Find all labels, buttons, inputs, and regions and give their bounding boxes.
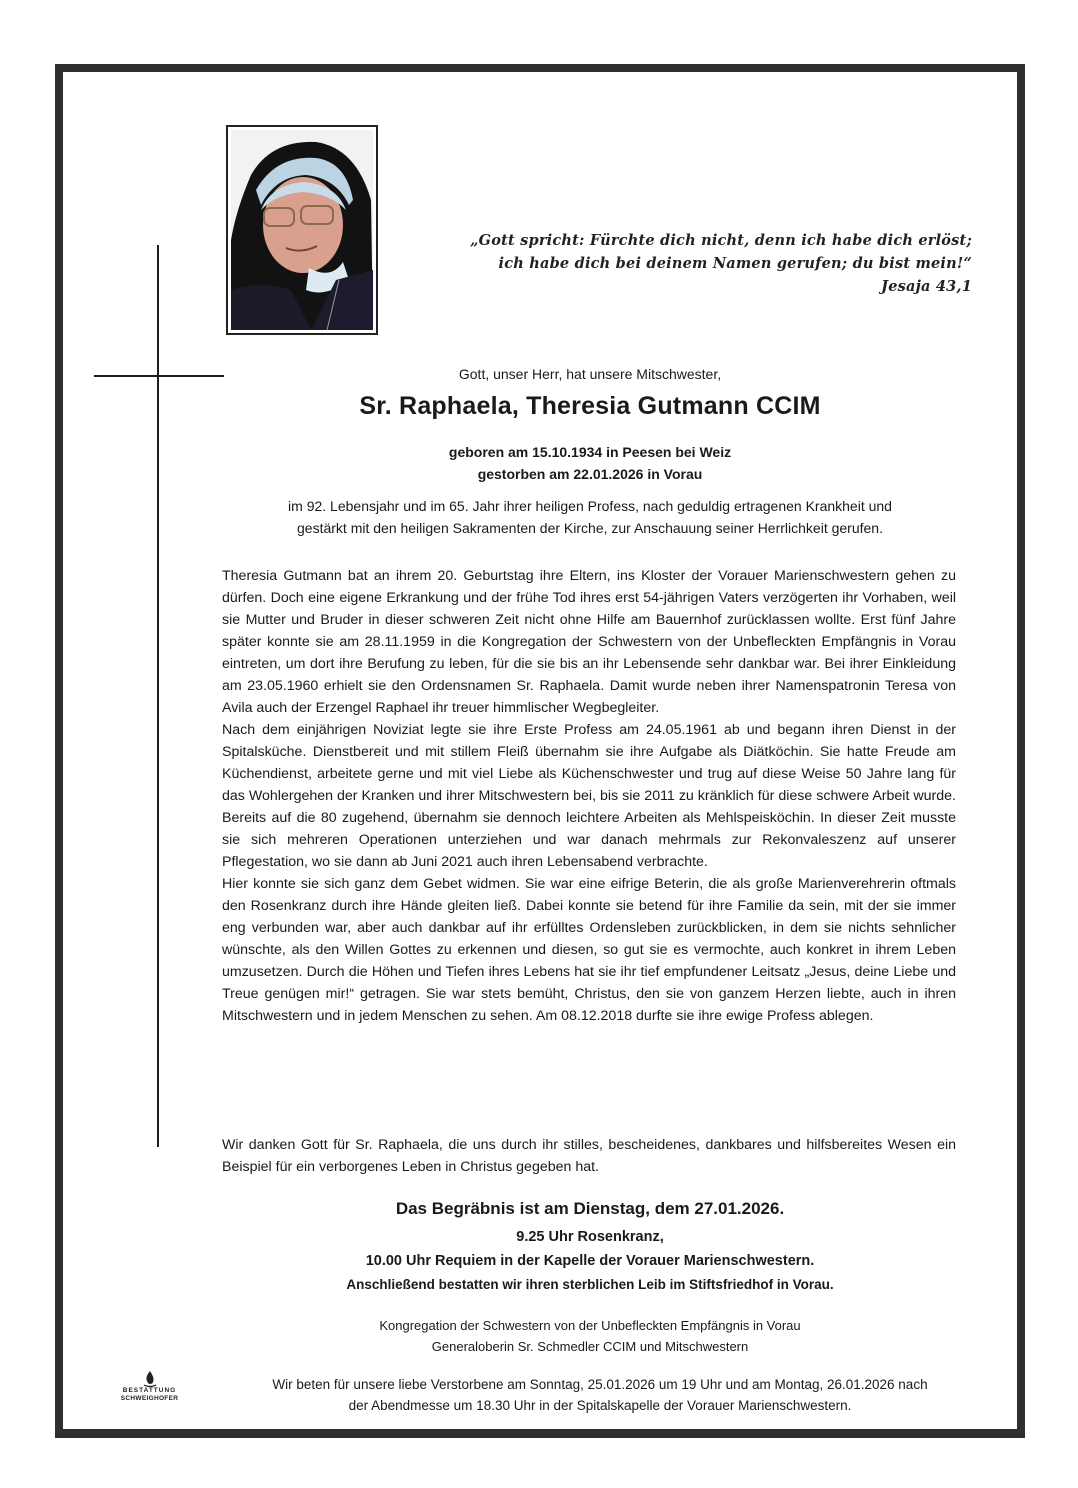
funeral-requiem: 10.00 Uhr Requiem in der Kapelle der Vorauer Marienschwestern. (365, 1253, 815, 1269)
prayer-line-2: der Abendmesse um 18.30 Uhr in der Spitalskapelle der Vorauer Marienschwestern. (348, 1398, 852, 1413)
logo-line-1: BESTATTUNG (122, 1387, 177, 1394)
biography (222, 565, 956, 1027)
funeral-home-logo (112, 1371, 187, 1403)
signature-line-1: Kongregation der Schwestern von der Unbefleckten Empfängnis in Vorau (379, 1318, 801, 1333)
flame-icon (143, 1371, 157, 1387)
summary-text (210, 495, 970, 539)
prayer-line-1: Wir beten für unsere liebe Verstorbene am Sonntag, 25.01.2026 um 19 Uhr und am Montag, 26.01.2026 nach (272, 1377, 928, 1392)
birth-date: geboren am 15.10.1934 in Peesen bei Weiz (448, 444, 732, 460)
summary-line-2: gestärkt mit den heiligen Sakramenten der Kirche, zur Anschauung seiner Herrlichkeit gerufen. (297, 520, 883, 536)
thanks-paragraph: Wir danken Gott für Sr. Raphaela, die uns durch ihr stilles, bescheidenes, dankbares und hilfsbereites Wesen ein Beispiel für ein verborgenes Leben in Christus gegeben hat. (222, 1137, 956, 1175)
funeral-burial: Anschließend bestatten wir ihren sterblichen Leib im Stiftsfriedhof in Vorau. (346, 1277, 834, 1292)
quote-reference: Jesaja 43,1 (881, 278, 972, 295)
biography-paragraph: Hier konnte sie sich ganz dem Gebet widmen. Sie war eine eifrige Beterin, die als große Marienverehrerin oftmals den Rosenkranz durch ihre Hände gleiten ließ. Dabei konnte sie betend für ihre Familie da sein, mit der sie immer eng verbunden war, aber auch dankbar auf ihr erfülltes Ordensleben zurückblicken, in dem sie nichts sehnlicher wünschte, als den Willen Gottes zu erkennen und diesen, so gut sie es vermochte, auch konkret in ihrem Leben umzusetzen. Durch die Höhen und Tiefen ihres Lebens hat sie ihr tief empfundener Leitsatz „Jesus, deine Liebe und Treue genügen mir!“ getragen. Sie war stets bemüht, Christus, den sie von ganzem Herzen liebte, auch in ihren Mitschwestern und in jedem Menschen zu sehen. Am 08.12.2018 durfte sie ihre ewige Profess ablegen. (222, 876, 956, 1024)
funeral-schedule (210, 1225, 970, 1297)
funeral-rosary: 9.25 Uhr Rosenkranz, (516, 1229, 664, 1245)
intro-text: Gott, unser Herr, hat unsere Mitschwester, (458, 366, 722, 382)
quote-line-1: „Gott spricht: Fürchte dich nicht, denn ich habe dich erlöst; (470, 232, 972, 249)
deceased-name: Sr. Raphaela, Theresia Gutmann CCIM (359, 392, 821, 420)
life-dates (210, 441, 970, 485)
bible-quote (452, 229, 972, 298)
signature (210, 1315, 970, 1357)
portrait-frame (226, 125, 378, 335)
quote-line-2: ich habe dich bei deinem Namen gerufen; du bist mein!“ (498, 255, 972, 272)
biography-paragraph: Theresia Gutmann bat an ihrem 20. Geburtstag ihre Eltern, ins Kloster der Vorauer Marienschwestern gehen zu dürfen. Doch eine eigene Erkrankung und der frühe Tod ihres erst 54-jährigen Vaters verzögerten ihr Vorhaben, weil sie Mutter und Bruder in dieser schweren Zeit nicht ohne Hilfe am Bauernhof zurücklassen wollte. Erst fünf Jahre später konnte sie am 28.11.1959 in die Kongregation der Schwestern von der Unbefleckten Empfängnis in Vorau eintreten, um dort ihre Berufung zu leben, für die sie bis an ihr Lebensende sehr dankbar war. Bei ihrer Einkleidung am 23.05.1960 erhielt sie den Ordensnamen Sr. Raphaela. Damit wurde neben ihrer Namenspatronin Teresa von Avila auch der Erzengel Raphael ihr treuer himmlischer Wegbegleiter. (222, 568, 956, 716)
biography-paragraph: Nach dem einjährigen Noviziat legte sie ihre Erste Profess am 24.05.1961 ab und begann ihren Dienst in der Spitalsküche. Dienstbereit und mit stillem Fleiß übernahm sie ihre Aufgabe als Diätköchin. Sie hatte Freude am Küchendienst, arbeitete gerne und mit viel Liebe als Küchenschwester und trug auf diese Weise 50 Jahre lang für das Wohlergehen der Kranken und ihrer Mitschwestern bei, bis sie 2011 zu kränklich für diese schwere Arbeit wurde. Bereits auf die 80 zugehend, übernahm sie dennoch leichtere Arbeiten als Mehlspeisköchin. In dieser Zeit musste sie sich mehreren Operationen unterziehen und war danach mehrmals zur Rekonvaleszenz auf unserer Pflegestation, wo sie dann ab Juni 2021 auch ihren Lebensabend verbrachte. (222, 722, 956, 870)
funeral-title: Das Begräbnis ist am Dienstag, dem 27.01.2026. (395, 1199, 785, 1218)
cross-vertical-bar (157, 245, 159, 1147)
logo-line-2: SCHWEIGHOFER (120, 1395, 179, 1402)
death-date: gestorben am 22.01.2026 in Vorau (477, 466, 703, 482)
prayer-notice (200, 1374, 1000, 1416)
nun-portrait-icon (231, 130, 373, 330)
summary-line-1: im 92. Lebensjahr und im 65. Jahr ihrer heiligen Profess, nach geduldig ertragenen Krankheit und (288, 498, 892, 514)
cross-horizontal-bar (94, 375, 224, 377)
signature-line-2: Generaloberin Sr. Schmedler CCIM und Mitschwestern (431, 1339, 749, 1354)
portrait-photo (231, 130, 373, 330)
